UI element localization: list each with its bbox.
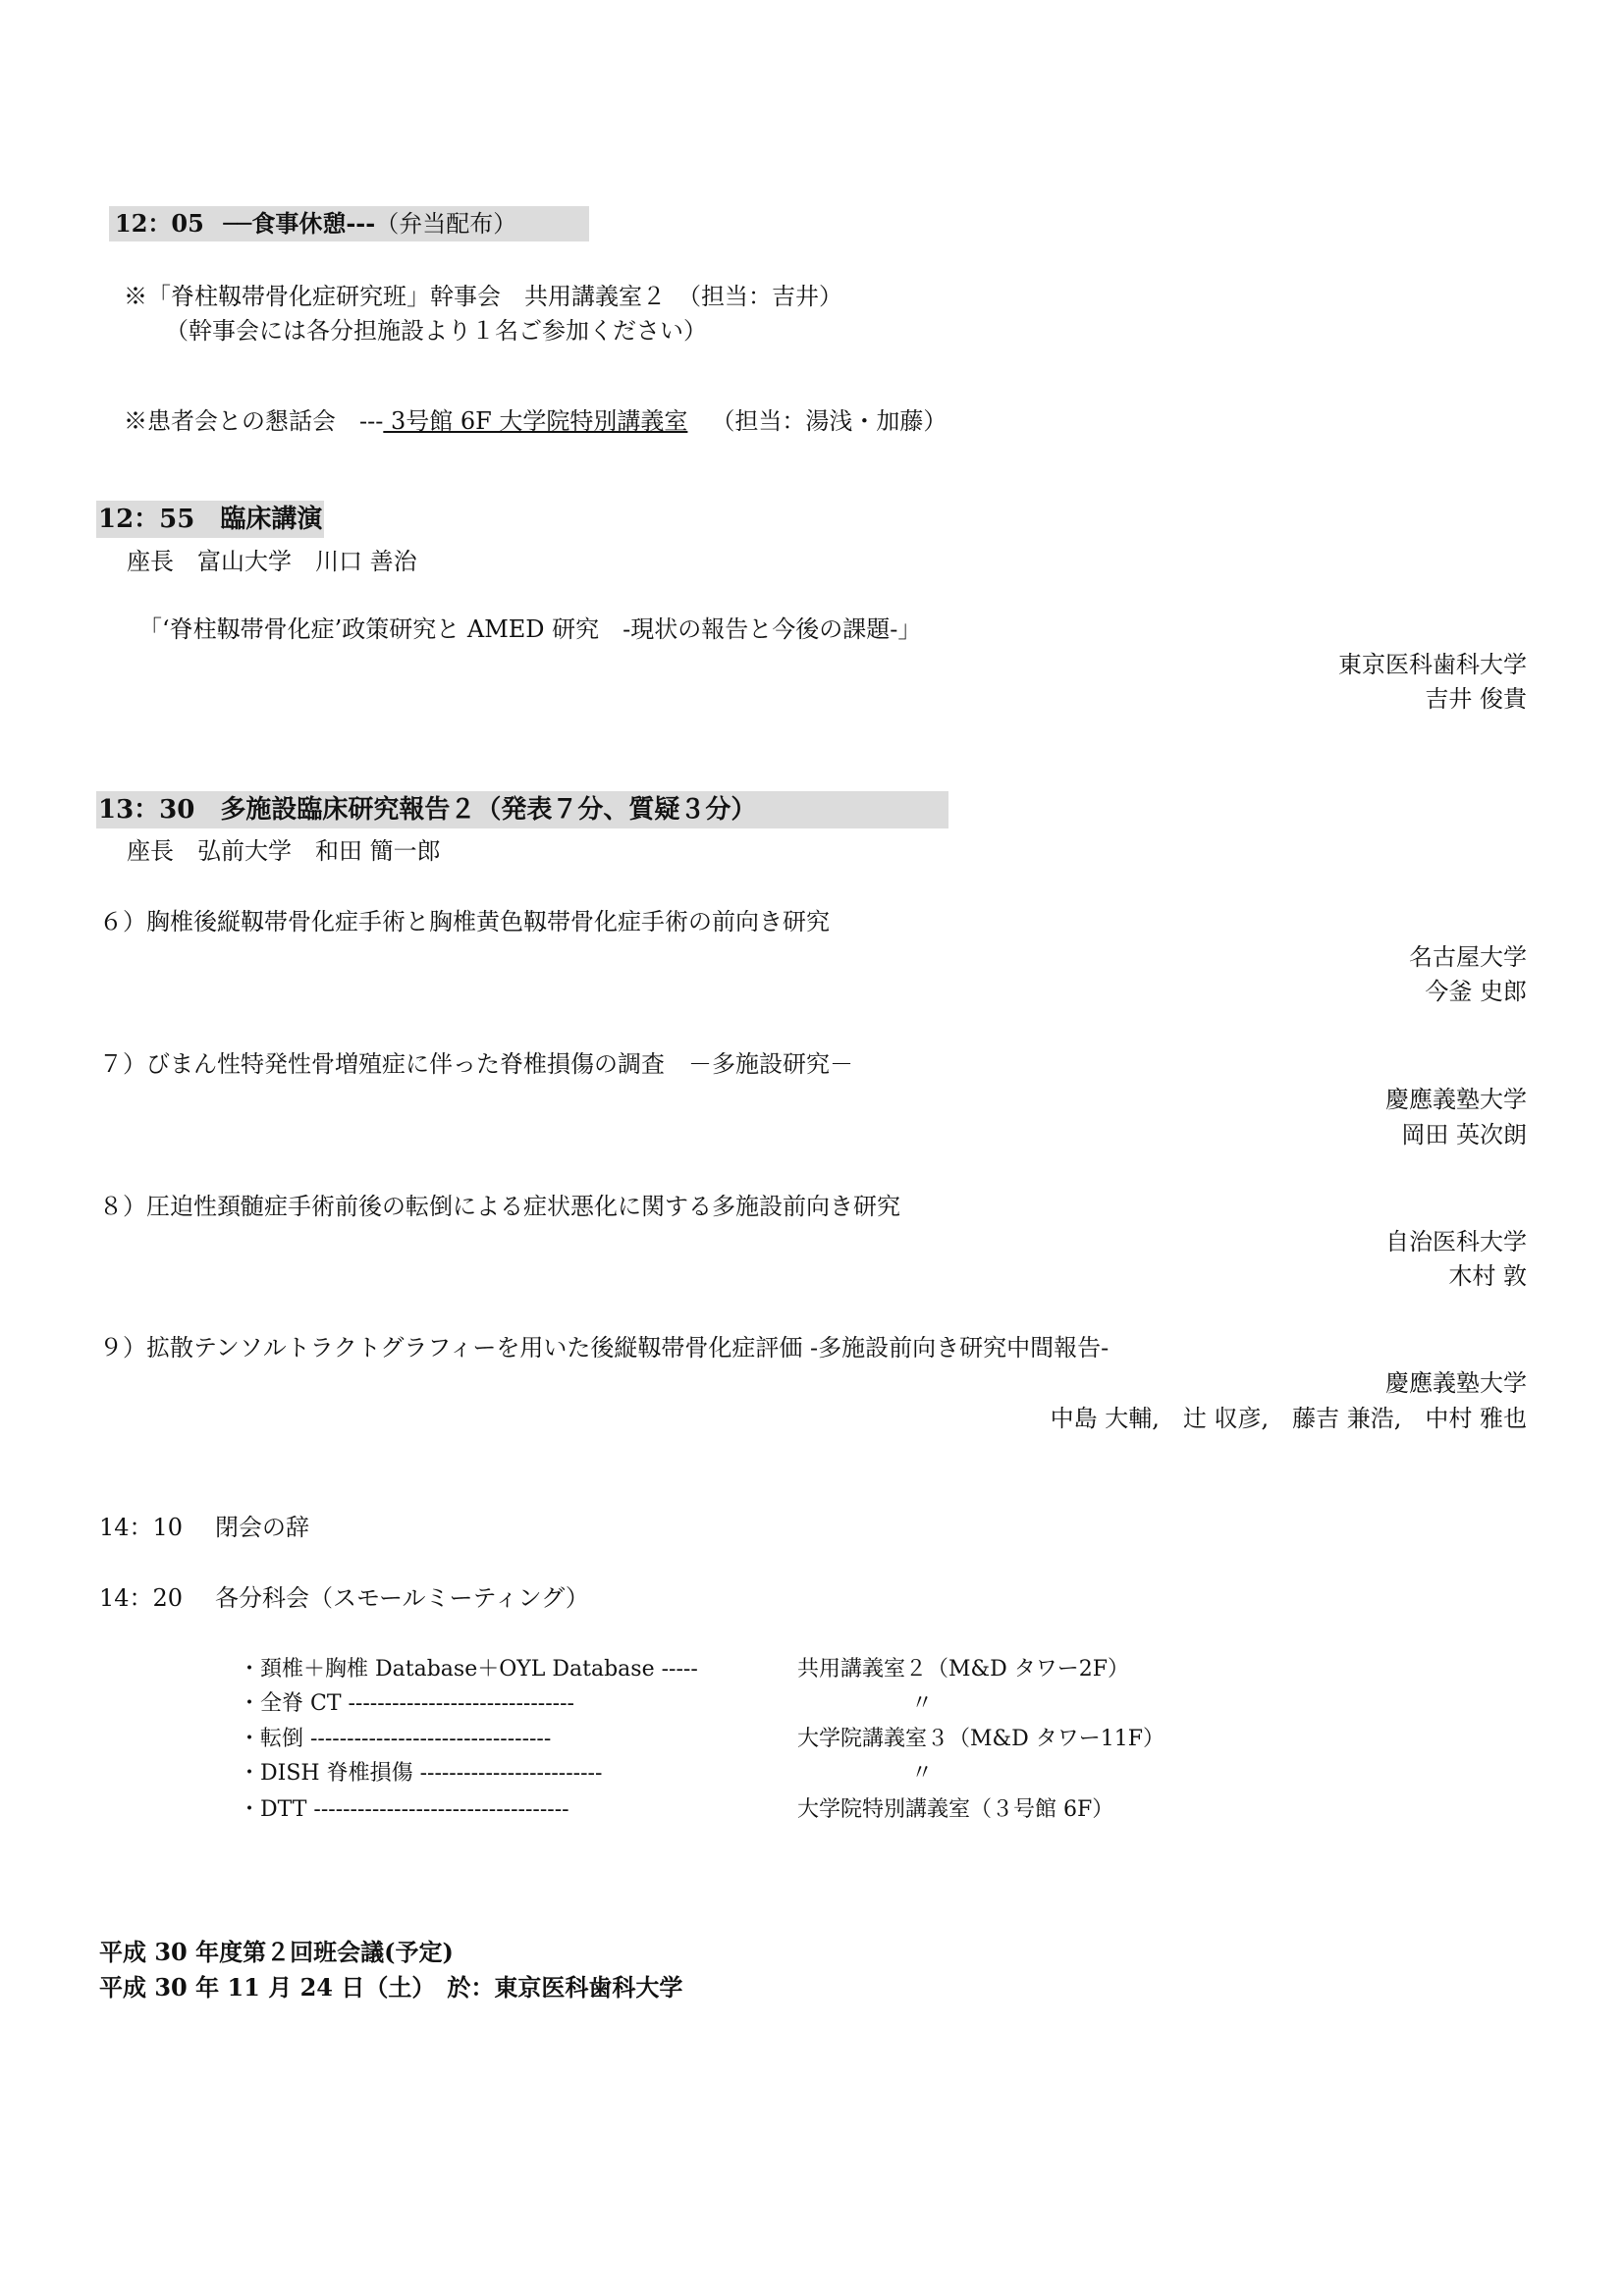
report-speaker: 中島 大輔, 辻 収彦, 藤吉 兼浩, 中村 雅也 (1050, 1405, 1527, 1432)
clinical-lecture-title: 「‘脊柱靱帯骨化症’政策研究と AMED 研究 -現状の報告と今後の課題-」 (138, 615, 922, 643)
kanji-meeting-note: ※「脊柱靱帯骨化症研究班」幹事会 共用講義室２ （担当：吉井） (124, 283, 842, 310)
report-title: ８）圧迫性頚髄症手術前後の転倒による症状悪化に関する多施設前向き研究 (99, 1193, 900, 1220)
closing-label: 閉会の辞 (215, 1514, 309, 1541)
subcommittee-row-name: ・頚椎＋胸椎 Database＋OYL Database ----- (239, 1657, 698, 1682)
patient-meeting-contact: （担当：湯浅・加藤） (711, 407, 947, 435)
subcommittee-row-name: ・DISH 脊椎損傷 ------------------------- (239, 1761, 603, 1786)
next-meeting-date: 平成 30 年 11 月 24 日（土） 於：東京医科歯科大学 (99, 1973, 683, 2002)
subcommittee-row-room: 〃 (911, 1691, 934, 1716)
subcommittee-row-name: ・転倒 --------------------------------- (239, 1727, 552, 1751)
next-meeting-title: 平成 30 年度第２回班会議(予定) (99, 1938, 454, 1966)
multicenter-chair: 座長 弘前大学 和田 簡一郎 (127, 837, 441, 865)
patient-meeting-prefix: ※患者会との懇話会 --- (124, 407, 384, 435)
report-speaker: 今釜 史郎 (1425, 978, 1527, 1005)
report-affiliation: 名古屋大学 (1409, 943, 1527, 971)
subcommittee-row-room: 大学院講義室３（M&D タワー11F） (797, 1727, 1165, 1751)
lunch-title: ──食事休憩--- (223, 209, 376, 238)
lunch-header (109, 206, 589, 241)
report-affiliation: 慶應義塾大学 (1385, 1369, 1527, 1397)
subcommittee-time: 14：20 (99, 1584, 184, 1612)
clinical-lecture-speaker: 吉井 俊貴 (1425, 685, 1527, 713)
subcommittee-row-room: 大学院特別講義室（３号館 6F） (797, 1797, 1114, 1822)
report-title: ７）びまん性特発性骨増殖症に伴った脊椎損傷の調査 －多施設研究－ (99, 1050, 853, 1078)
subcommittee-row-room: 共用講義室２（M&D タワー2F） (797, 1657, 1130, 1682)
subcommittee-label: 各分科会（スモールミーティング） (215, 1584, 589, 1612)
patient-meeting-note (124, 406, 947, 436)
patient-meeting-room: 3号館 6F 大学院特別講義室 (383, 407, 688, 435)
multicenter-header: 13：30 多施設臨床研究報告２（発表７分、質疑３分） (96, 791, 948, 828)
subcommittee-row-name: ・DTT ----------------------------------- (239, 1797, 569, 1822)
clinical-lecture-affiliation: 東京医科歯科大学 (1338, 651, 1527, 678)
kanji-meeting-subnote: （幹事会には各分担施設より１名ご参加ください） (165, 317, 707, 345)
report-affiliation: 慶應義塾大学 (1385, 1086, 1527, 1113)
report-speaker: 木村 敦 (1448, 1262, 1527, 1290)
clinical-lecture-header: 12：55 臨床講演 (96, 501, 324, 538)
lunch-time: 12：05 (115, 209, 204, 238)
report-speaker: 岡田 英次朗 (1401, 1121, 1527, 1148)
closing-time: 14：10 (99, 1514, 184, 1541)
lunch-note: （弁当配布） (375, 210, 517, 238)
report-title: ９）拡散テンソルトラクトグラフィーを用いた後縦靱帯骨化症評価 -多施設前向き研究中間報告- (99, 1334, 1110, 1362)
subcommittee-row-room: 〃 (911, 1761, 934, 1786)
report-title: ６）胸椎後縦靱帯骨化症手術と胸椎黄色靱帯骨化症手術の前向き研究 (99, 908, 830, 935)
report-affiliation: 自治医科大学 (1385, 1228, 1527, 1255)
clinical-lecture-chair: 座長 富山大学 川口 善治 (127, 548, 417, 575)
subcommittee-row-name: ・全脊 CT ------------------------------- (239, 1691, 574, 1716)
